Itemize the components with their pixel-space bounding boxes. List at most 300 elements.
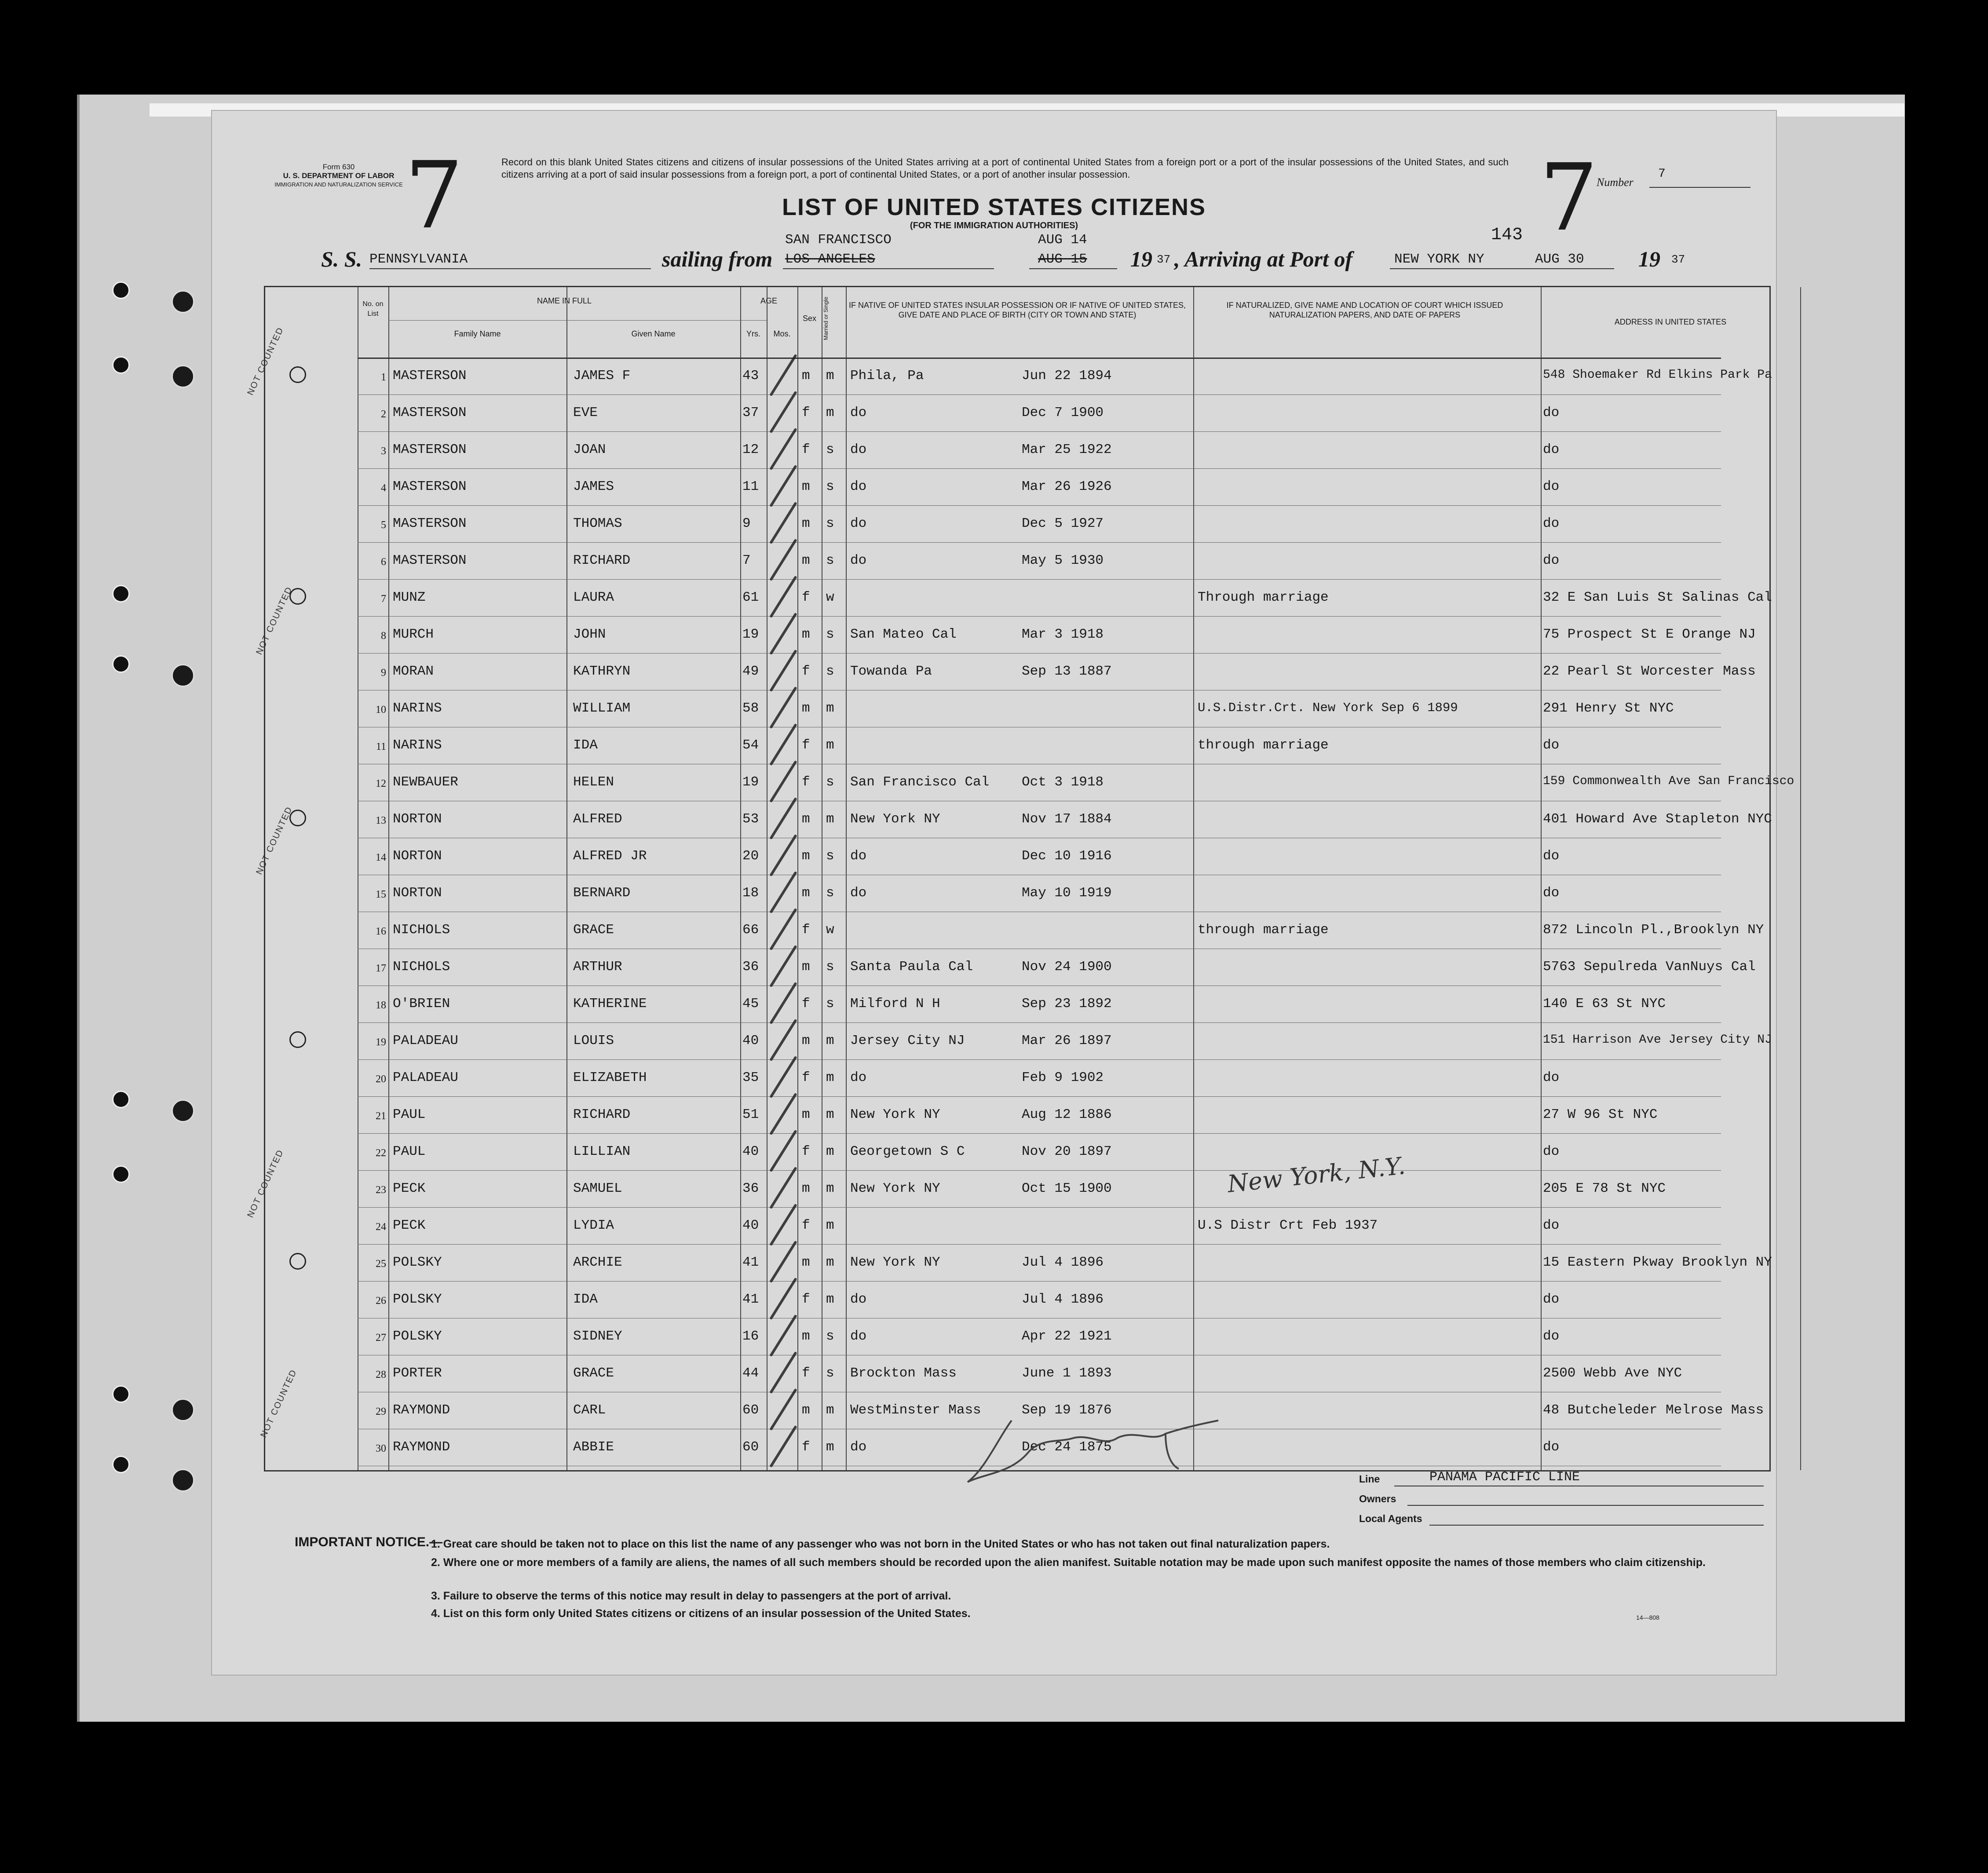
cell-sex: m <box>802 1329 810 1344</box>
cell-ms: m <box>826 1033 834 1048</box>
cell-address: do <box>1543 848 1560 864</box>
cell-no: 5 <box>381 519 386 531</box>
header-family-name: Family Name <box>454 329 501 338</box>
cell-ms: m <box>826 738 834 753</box>
cell-sex: m <box>802 1255 810 1270</box>
cell-no: 18 <box>376 1000 386 1011</box>
cell-address: do <box>1543 479 1560 494</box>
cell-ms: s <box>826 627 834 642</box>
cell-given: JOAN <box>573 442 606 457</box>
cell-family: NORTON <box>393 811 442 827</box>
year-prefix-text: 19 <box>1638 247 1660 271</box>
cell-age: 40 <box>742 1144 759 1159</box>
number-label: Number <box>1597 176 1634 189</box>
cell-family: MURCH <box>393 627 434 642</box>
passenger-table <box>264 286 1794 1471</box>
arrival-underline <box>1390 268 1614 269</box>
cell-address: 205 E 78 St NYC <box>1543 1181 1666 1196</box>
page-subtitle: (FOR THE IMMIGRATION AUTHORITIES) <box>910 221 1078 230</box>
tally-check-mark <box>769 945 797 987</box>
tally-check-mark <box>769 1056 797 1098</box>
cell-nat: U.S.Distr.Crt. New York Sep 6 1899 <box>1198 701 1458 715</box>
header-naturalization: IF NATURALIZED, GIVE NAME AND LOCATION OF COURT WHICH ISSUED NATURALIZATION PAPERS, AND DATE OF PAPERS <box>1226 301 1503 319</box>
not-counted-stamp: NOT COUNTED <box>254 585 295 657</box>
owners-underline <box>1407 1505 1764 1506</box>
cell-date: Apr 22 1921 <box>1022 1329 1112 1344</box>
owners-label: Owners <box>1359 1493 1396 1504</box>
cell-family: PECK <box>393 1181 426 1196</box>
header-age: AGE <box>760 296 777 305</box>
cell-no: 3 <box>381 445 386 457</box>
cell-age: 44 <box>742 1366 759 1381</box>
cell-address: do <box>1543 1292 1560 1307</box>
binder-hole-icon <box>172 1469 194 1492</box>
header-given-name: Given Name <box>631 329 676 338</box>
cell-family: RAYMOND <box>393 1439 450 1455</box>
cell-age: 37 <box>742 405 759 420</box>
cell-ms: m <box>826 368 834 383</box>
cell-sex: m <box>802 553 810 568</box>
cell-place: do <box>850 1070 867 1085</box>
cell-no: 29 <box>376 1406 386 1417</box>
tally-check-mark <box>769 908 797 950</box>
tally-check-mark <box>769 797 797 840</box>
cell-age: 43 <box>742 368 759 383</box>
tally-check-mark <box>769 428 797 470</box>
cell-given: GRACE <box>573 922 614 938</box>
cell-sex: f <box>802 1070 810 1085</box>
cell-address: do <box>1543 1070 1560 1085</box>
cell-ms: s <box>826 1366 834 1381</box>
cell-given: LAURA <box>573 590 614 605</box>
column-divider <box>1800 287 1801 1470</box>
row-line <box>358 1096 1721 1097</box>
cell-age: 40 <box>742 1218 759 1233</box>
cell-sex: f <box>802 590 810 605</box>
cell-sex: m <box>802 368 810 383</box>
cell-age: 53 <box>742 811 759 827</box>
row-line <box>358 1170 1721 1171</box>
service-name: IMMIGRATION AND NATURALIZATION SERVICE <box>274 181 403 188</box>
cell-given: ELIZABETH <box>573 1070 647 1085</box>
cell-date: May 10 1919 <box>1022 885 1112 901</box>
cell-address: 548 Shoemaker Rd Elkins Park Pa <box>1543 368 1772 382</box>
notice-title: IMPORTANT NOTICE.— <box>295 1535 443 1549</box>
tally-check-mark <box>769 982 797 1024</box>
cell-date: Feb 9 1902 <box>1022 1070 1104 1085</box>
cell-sex: f <box>802 1218 810 1233</box>
cell-no: 7 <box>381 593 386 605</box>
tally-check-mark <box>769 1351 797 1394</box>
cell-nat: through marriage <box>1198 738 1329 753</box>
cell-family: PALADEAU <box>393 1033 458 1048</box>
cell-no: 15 <box>376 889 386 900</box>
cell-sex: m <box>802 1033 810 1048</box>
row-line <box>358 579 1721 580</box>
cell-ms: m <box>826 1107 834 1122</box>
cell-date: Aug 12 1886 <box>1022 1107 1112 1122</box>
cell-given: IDA <box>573 738 598 753</box>
column-divider <box>740 287 741 1470</box>
header-no-on-list: No. on List <box>362 300 384 318</box>
cell-no: 11 <box>376 741 386 752</box>
cell-ms: w <box>826 590 834 605</box>
cell-given: JAMES F <box>573 368 631 383</box>
row-line <box>358 1244 1721 1245</box>
cell-sex: m <box>802 885 810 901</box>
cell-place: San Mateo Cal <box>850 627 957 642</box>
cell-family: NARINS <box>393 701 442 716</box>
cell-age: 45 <box>742 996 759 1011</box>
header-yrs: Yrs. <box>746 329 760 338</box>
cell-address: do <box>1543 1218 1560 1233</box>
cell-age: 66 <box>742 922 759 938</box>
notice-1: 1. Great care should be taken not to place on this list the name of any passenger who was not born in the United States or who has not taken out final naturalization papers. <box>431 1538 1330 1550</box>
date-underline <box>1029 268 1117 269</box>
cell-no: 1 <box>381 372 386 383</box>
cell-family: NICHOLS <box>393 959 450 975</box>
cell-sex: m <box>802 701 810 716</box>
arrival-port: NEW YORK NY <box>1394 252 1484 267</box>
cell-no: 6 <box>381 556 386 568</box>
cell-place: New York NY <box>850 1107 940 1122</box>
cell-no: 13 <box>376 815 386 826</box>
cell-age: 41 <box>742 1255 759 1270</box>
cell-given: LILLIAN <box>573 1144 631 1159</box>
cell-given: ARTHUR <box>573 959 622 975</box>
cell-date: Mar 3 1918 <box>1022 627 1104 642</box>
cell-given: ALFRED JR <box>573 848 647 864</box>
row-line <box>358 505 1721 506</box>
cell-no: 17 <box>376 963 386 974</box>
agents-underline <box>1429 1525 1764 1526</box>
cell-place: Milford N H <box>850 996 940 1011</box>
cell-sex: f <box>802 738 810 753</box>
cell-ms: s <box>826 996 834 1011</box>
row-line <box>358 1281 1721 1282</box>
cell-place: Jersey City NJ <box>850 1033 965 1048</box>
cell-date: May 5 1930 <box>1022 553 1104 568</box>
cell-ms: s <box>826 553 834 568</box>
cell-no: 30 <box>376 1443 386 1454</box>
row-line <box>358 616 1721 617</box>
cell-family: MASTERSON <box>393 405 467 420</box>
cell-sex: m <box>802 627 810 642</box>
cell-ms: s <box>826 1329 834 1344</box>
cell-no: 10 <box>376 704 386 716</box>
cell-no: 4 <box>381 482 386 494</box>
binder-hole-icon <box>112 585 130 602</box>
cell-age: 19 <box>742 627 759 642</box>
cell-place: do <box>850 516 867 531</box>
cell-age: 60 <box>742 1402 759 1418</box>
tally-check-mark <box>769 613 797 655</box>
cell-ms: m <box>826 405 834 420</box>
cell-place: Georgetown S C <box>850 1144 965 1159</box>
cell-ms: w <box>826 922 834 938</box>
cell-age: 35 <box>742 1070 759 1085</box>
cell-given: BERNARD <box>573 885 631 901</box>
cell-given: WILLIAM <box>573 701 631 716</box>
handwritten-new-york: New York, N.Y. <box>1226 1151 1407 1198</box>
cell-ms: s <box>826 516 834 531</box>
cell-address: do <box>1543 553 1560 568</box>
header-name-in-full: NAME IN FULL <box>537 296 592 305</box>
cell-date: Sep 13 1887 <box>1022 664 1112 679</box>
cell-ms: s <box>826 442 834 457</box>
cell-no: 28 <box>376 1369 386 1380</box>
departure-year: 37 <box>1157 253 1171 266</box>
cell-family: MASTERSON <box>393 516 467 531</box>
department-name: U. S. DEPARTMENT OF LABOR <box>283 172 395 180</box>
cell-address: 140 E 63 St NYC <box>1543 996 1666 1011</box>
tally-check-mark <box>769 834 797 876</box>
departure-date-1: AUG 14 <box>1038 232 1087 248</box>
tally-check-mark <box>769 871 797 913</box>
cell-address: do <box>1543 405 1560 420</box>
cell-sex: m <box>802 516 810 531</box>
cell-age: 41 <box>742 1292 759 1307</box>
cell-family: POLSKY <box>393 1329 442 1344</box>
cell-date: Mar 25 1922 <box>1022 442 1112 457</box>
binder-hole-icon <box>112 1456 130 1473</box>
cell-sex: f <box>802 1439 810 1455</box>
cell-age: 18 <box>742 885 759 901</box>
cell-age: 36 <box>742 959 759 975</box>
cell-family: POLSKY <box>393 1255 442 1270</box>
cell-family: NICHOLS <box>393 922 450 938</box>
header-birth-info: IF NATIVE OF UNITED STATES INSULAR POSSESSION OR IF NATIVE OF UNITED STATES, GIVE DATE AND PLACE OF BIRTH (CITY OR TOWN AND STATE) <box>848 301 1186 319</box>
cell-address: 22 Pearl St Worcester Mass <box>1543 664 1756 679</box>
cell-given: GRACE <box>573 1366 614 1381</box>
binder-hole-icon <box>112 356 130 374</box>
cell-family: MASTERSON <box>393 368 467 383</box>
cell-address: do <box>1543 442 1560 457</box>
column-divider <box>388 287 389 1470</box>
cell-sex: f <box>802 442 810 457</box>
cell-age: 40 <box>742 1033 759 1048</box>
cell-family: PAUL <box>393 1107 426 1122</box>
cell-ms: s <box>826 959 834 975</box>
binder-hole-icon <box>172 1398 194 1421</box>
cell-date: June 1 1893 <box>1022 1366 1112 1381</box>
cell-family: RAYMOND <box>393 1402 450 1418</box>
column-divider <box>797 287 798 1470</box>
tally-check-mark <box>769 1425 797 1468</box>
tally-check-mark <box>769 1241 797 1283</box>
cell-age: 12 <box>742 442 759 457</box>
row-line <box>358 1207 1721 1208</box>
not-counted-stamp: NOT COUNTED <box>245 1148 286 1219</box>
year-prefix-2 <box>1638 246 1660 272</box>
port-underline <box>783 268 994 269</box>
cell-family: NORTON <box>393 885 442 901</box>
handwritten-seven-right: 7 <box>1539 144 1598 252</box>
column-divider <box>846 287 847 1470</box>
row-line <box>358 394 1721 395</box>
header-bottom-line <box>358 358 1721 359</box>
arrival-year: 37 <box>1671 253 1685 266</box>
handwritten-seven-left: 7 <box>405 142 464 249</box>
cell-ms: m <box>826 1144 834 1159</box>
cell-age: 60 <box>742 1439 759 1455</box>
tally-check-mark <box>769 1019 797 1061</box>
cell-address: do <box>1543 738 1560 753</box>
cell-family: NARINS <box>393 738 442 753</box>
sheet-stamp-number: 143 <box>1491 225 1523 245</box>
cell-no: 2 <box>381 409 386 420</box>
binder-hole-icon <box>172 290 194 313</box>
cell-ms: m <box>826 811 834 827</box>
tally-check-mark <box>769 1314 797 1357</box>
cell-date: Sep 23 1892 <box>1022 996 1112 1011</box>
cell-no: 25 <box>376 1258 386 1270</box>
cell-given: EVE <box>573 405 598 420</box>
row-line <box>358 542 1721 543</box>
cell-given: CARL <box>573 1402 606 1418</box>
cell-date: Dec 24 1875 <box>1022 1439 1112 1455</box>
binder-hole-icon <box>172 664 194 687</box>
notice-2: 2. Where one or more members of a family are aliens, the names of all such members should be recorded upon the alien manifest. Suitable notation may be made upon such manifest opposite the names of those members who claim citizenship. <box>431 1556 1706 1569</box>
cell-family: MUNZ <box>393 590 426 605</box>
cell-age: 36 <box>742 1181 759 1196</box>
tally-check-mark <box>769 686 797 729</box>
cell-no: 9 <box>381 667 386 679</box>
cell-date: Dec 10 1916 <box>1022 848 1112 864</box>
tally-check-mark <box>769 1388 797 1431</box>
cell-family: O'BRIEN <box>393 996 450 1011</box>
cell-age: 54 <box>742 738 759 753</box>
cell-address: 32 E San Luis St Salinas Cal <box>1543 590 1772 605</box>
cell-age: 7 <box>742 553 751 568</box>
cell-given: SIDNEY <box>573 1329 622 1344</box>
header-mos: Mos. <box>773 329 791 338</box>
cell-date: Dec 5 1927 <box>1022 516 1104 531</box>
cell-address: 48 Butcheleder Melrose Mass <box>1543 1402 1764 1418</box>
cell-family: PALADEAU <box>393 1070 458 1085</box>
cell-no: 23 <box>376 1184 386 1196</box>
cell-sex: f <box>802 1292 810 1307</box>
cell-no: 8 <box>381 630 386 642</box>
cell-place: do <box>850 1439 867 1455</box>
cell-given: JOHN <box>573 627 606 642</box>
cell-place: San Francisco Cal <box>850 774 990 790</box>
cell-given: JAMES <box>573 479 614 494</box>
cell-place: Brockton Mass <box>850 1366 957 1381</box>
cell-no: 19 <box>376 1037 386 1048</box>
cell-date: Oct 3 1918 <box>1022 774 1104 790</box>
cell-place: do <box>850 553 867 568</box>
column-divider <box>566 287 567 1470</box>
margin-circle-icon <box>289 366 306 383</box>
cell-address: do <box>1543 1439 1560 1455</box>
not-counted-stamp: NOT COUNTED <box>254 805 295 876</box>
tally-check-mark <box>769 723 797 766</box>
intro-paragraph: Record on this blank United States citizens and citizens of insular possessions of the United States arriving at a port of continental United States from a foreign port or a port of the insular possessions of the United States, and such citizens arriving at a port of said insular possessions from a foreign port, a port of continental United States, or a port of another insular possession. <box>501 157 1509 180</box>
cell-address: do <box>1543 1329 1560 1344</box>
number-underline <box>1649 187 1750 188</box>
cell-family: MASTERSON <box>393 442 467 457</box>
cell-family: NEWBAUER <box>393 774 458 790</box>
cell-given: KATHERINE <box>573 996 647 1011</box>
cell-no: 27 <box>376 1332 386 1344</box>
cell-address: 159 Commonwealth Ave San Francisco <box>1543 774 1794 788</box>
cell-date: Nov 20 1897 <box>1022 1144 1112 1159</box>
cell-place: do <box>850 479 867 494</box>
cell-address: 5763 Sepulreda VanNuys Cal <box>1543 959 1756 975</box>
cell-address: 291 Henry St NYC <box>1543 701 1674 716</box>
cell-date: Jul 4 1896 <box>1022 1255 1104 1270</box>
departure-port-1: SAN FRANCISCO <box>785 232 892 248</box>
cell-no: 21 <box>376 1110 386 1122</box>
cell-ms: s <box>826 885 834 901</box>
cell-address: do <box>1543 1144 1560 1159</box>
cell-family: MASTERSON <box>393 553 467 568</box>
cell-place: do <box>850 885 867 901</box>
binder-hole-icon <box>112 1385 130 1403</box>
cell-address: 151 Harrison Ave Jersey City NJ <box>1543 1033 1772 1047</box>
cell-ms: m <box>826 1439 834 1455</box>
not-counted-stamp: NOT COUNTED <box>259 1368 299 1439</box>
header-sex: Sex <box>802 314 817 323</box>
handwritten-signature <box>959 1412 1232 1500</box>
cell-place: do <box>850 848 867 864</box>
cell-sex: m <box>802 1402 810 1418</box>
cell-address: 27 W 96 St NYC <box>1543 1107 1658 1122</box>
cell-place: New York NY <box>850 1181 940 1196</box>
cell-date: Jul 4 1896 <box>1022 1292 1104 1307</box>
cell-place: Phila, Pa <box>850 368 924 383</box>
row-line <box>358 1133 1721 1134</box>
cell-family: POLSKY <box>393 1292 442 1307</box>
cell-date: Oct 15 1900 <box>1022 1181 1112 1196</box>
binder-hole-icon <box>112 281 130 299</box>
cell-sex: f <box>802 922 810 938</box>
cell-address: 401 Howard Ave Stapleton NYC <box>1543 811 1772 827</box>
header-subdivider <box>740 320 767 321</box>
cell-age: 9 <box>742 516 751 531</box>
cell-nat: U.S Distr Crt Feb 1937 <box>1198 1218 1378 1233</box>
tally-check-mark <box>769 1278 797 1320</box>
cell-ms: s <box>826 479 834 494</box>
cell-place: do <box>850 405 867 420</box>
row-line <box>358 468 1721 469</box>
tally-check-mark <box>769 502 797 544</box>
cell-sex: m <box>802 1181 810 1196</box>
arriving-label: , Arriving at Port of <box>1174 247 1353 271</box>
cell-date: Mar 26 1897 <box>1022 1033 1112 1048</box>
local-agents-label: Local Agents <box>1359 1513 1422 1524</box>
cell-given: LOUIS <box>573 1033 614 1048</box>
tally-check-mark <box>769 1204 797 1246</box>
form-identification <box>268 163 409 189</box>
cell-place: New York NY <box>850 1255 940 1270</box>
cell-place: New York NY <box>850 811 940 827</box>
departure-port-2: LOS ANGELES <box>785 252 875 267</box>
departure-date-2: AUG 15 <box>1038 252 1087 267</box>
cell-sex: f <box>802 774 810 790</box>
cell-given: KATHRYN <box>573 664 631 679</box>
cell-sex: f <box>802 996 810 1011</box>
row-line <box>358 1022 1721 1023</box>
notice-4: 4. List on this form only United States citizens or citizens of an insular possession of the United States. <box>431 1607 971 1620</box>
cell-no: 16 <box>376 926 386 937</box>
cell-address: 2500 Webb Ave NYC <box>1543 1366 1682 1381</box>
cell-given: THOMAS <box>573 516 622 531</box>
page-title: LIST OF UNITED STATES CITIZENS <box>782 194 1206 220</box>
cell-nat: Through marriage <box>1198 590 1329 605</box>
cell-sex: m <box>802 1107 810 1122</box>
